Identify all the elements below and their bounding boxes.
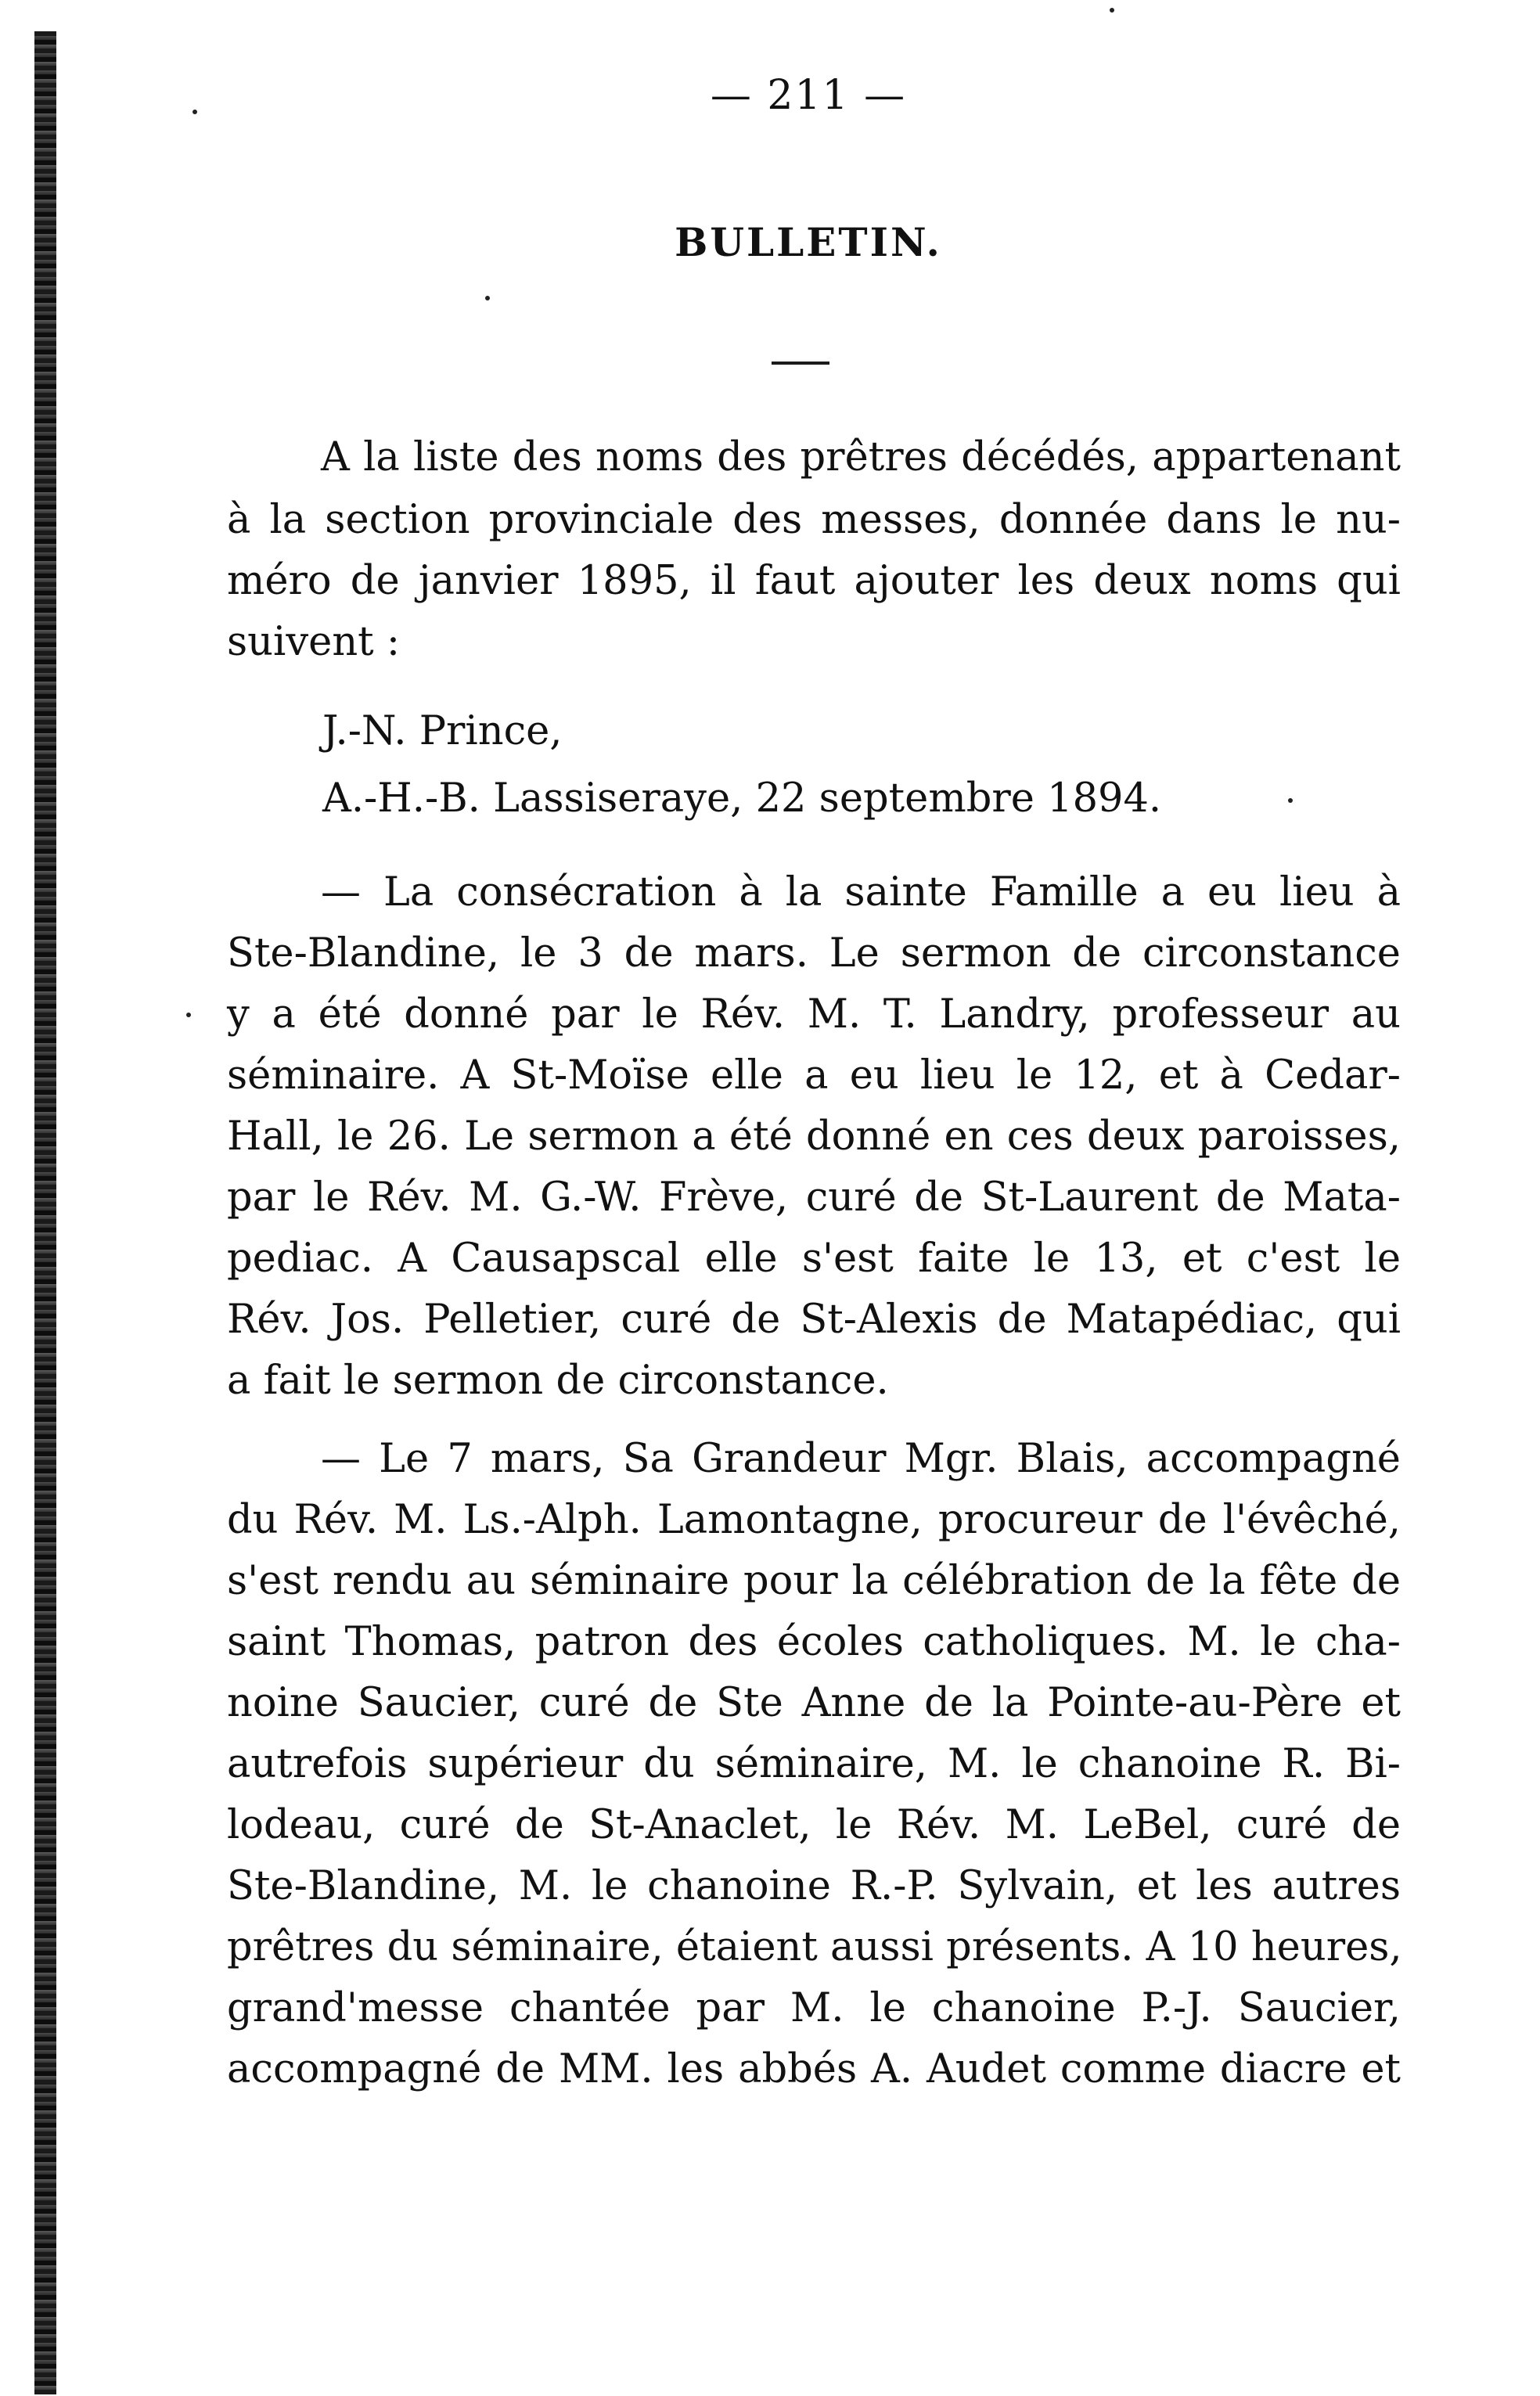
ink-speck [485, 296, 490, 300]
text-line: séminaire. A St-Moïse elle a eu lieu le 12, et à Cedar- [227, 1052, 1401, 1099]
binding-edge [34, 31, 56, 2394]
bulletin-heading: BULLETIN. [675, 219, 942, 265]
text-line: saint Thomas, patron des écoles catholiques. M. le cha- [227, 1619, 1401, 1665]
text-line: méro de janvier 1895, il faut ajouter les deux noms qui [227, 558, 1401, 604]
page-number: — 211 — [710, 72, 907, 119]
name-line: A.-H.-B. Lassiseraye, 22 septembre 1894. [322, 775, 1162, 822]
text-line: a fait le sermon de circonstance. [227, 1358, 889, 1404]
text-line: s'est rendu au séminaire pour la célébration de la fête de [227, 1558, 1401, 1604]
text-line: pediac. A Causapscal elle s'est faite le 13, et c'est le [227, 1236, 1401, 1282]
text-line: accompagné de MM. les abbés A. Audet comme diacre et [227, 2046, 1401, 2092]
ink-speck [1110, 8, 1114, 13]
text-line: prêtres du séminaire, étaient aussi présents. A 10 heures, [227, 1924, 1402, 1970]
text-line: y a été donné par le Rév. M. T. Landry, professeur au [227, 991, 1401, 1038]
text-line: par le Rév. M. G.-W. Frève, curé de St-Laurent de Mata- [227, 1175, 1401, 1221]
text-line: suivent : [227, 619, 401, 665]
text-line: du Rév. M. Ls.-Alph. Lamontagne, procureur de l'évêché, [227, 1497, 1401, 1543]
text-line: A la liste des noms des prêtres décédés, appartenant [321, 434, 1401, 480]
ink-speck [186, 1013, 191, 1017]
text-line: à la section provinciale des messes, donnée dans le nu- [227, 497, 1401, 543]
text-line: Ste-Blandine, M. le chanoine R.-P. Sylvain, et les autres [227, 1863, 1401, 1909]
text-line: autrefois supérieur du séminaire, M. le chanoine R. Bi- [227, 1741, 1401, 1787]
text-line: Ste-Blandine, le 3 de mars. Le sermon de circonstance [227, 930, 1401, 977]
separator-rule [772, 362, 829, 365]
text-line: lodeau, curé de St-Anaclet, le Rév. M. LeBel, curé de [227, 1802, 1401, 1848]
text-line: grand'messe chantée par M. le chanoine P.-J. Saucier, [227, 1985, 1401, 2031]
text-line: — Le 7 mars, Sa Grandeur Mgr. Blais, accompagné [321, 1436, 1401, 1482]
text-line: noine Saucier, curé de Ste Anne de la Pointe-au-Père et [227, 1680, 1401, 1726]
text-line: Rév. Jos. Pelletier, curé de St-Alexis de Matapédiac, qui [227, 1297, 1401, 1343]
name-line: J.-N. Prince, [322, 708, 563, 754]
text-line: Hall, le 26. Le sermon a été donné en ces deux paroisses, [227, 1113, 1401, 1160]
text-line: — La consécration à la sainte Famille a eu lieu à [321, 869, 1401, 916]
